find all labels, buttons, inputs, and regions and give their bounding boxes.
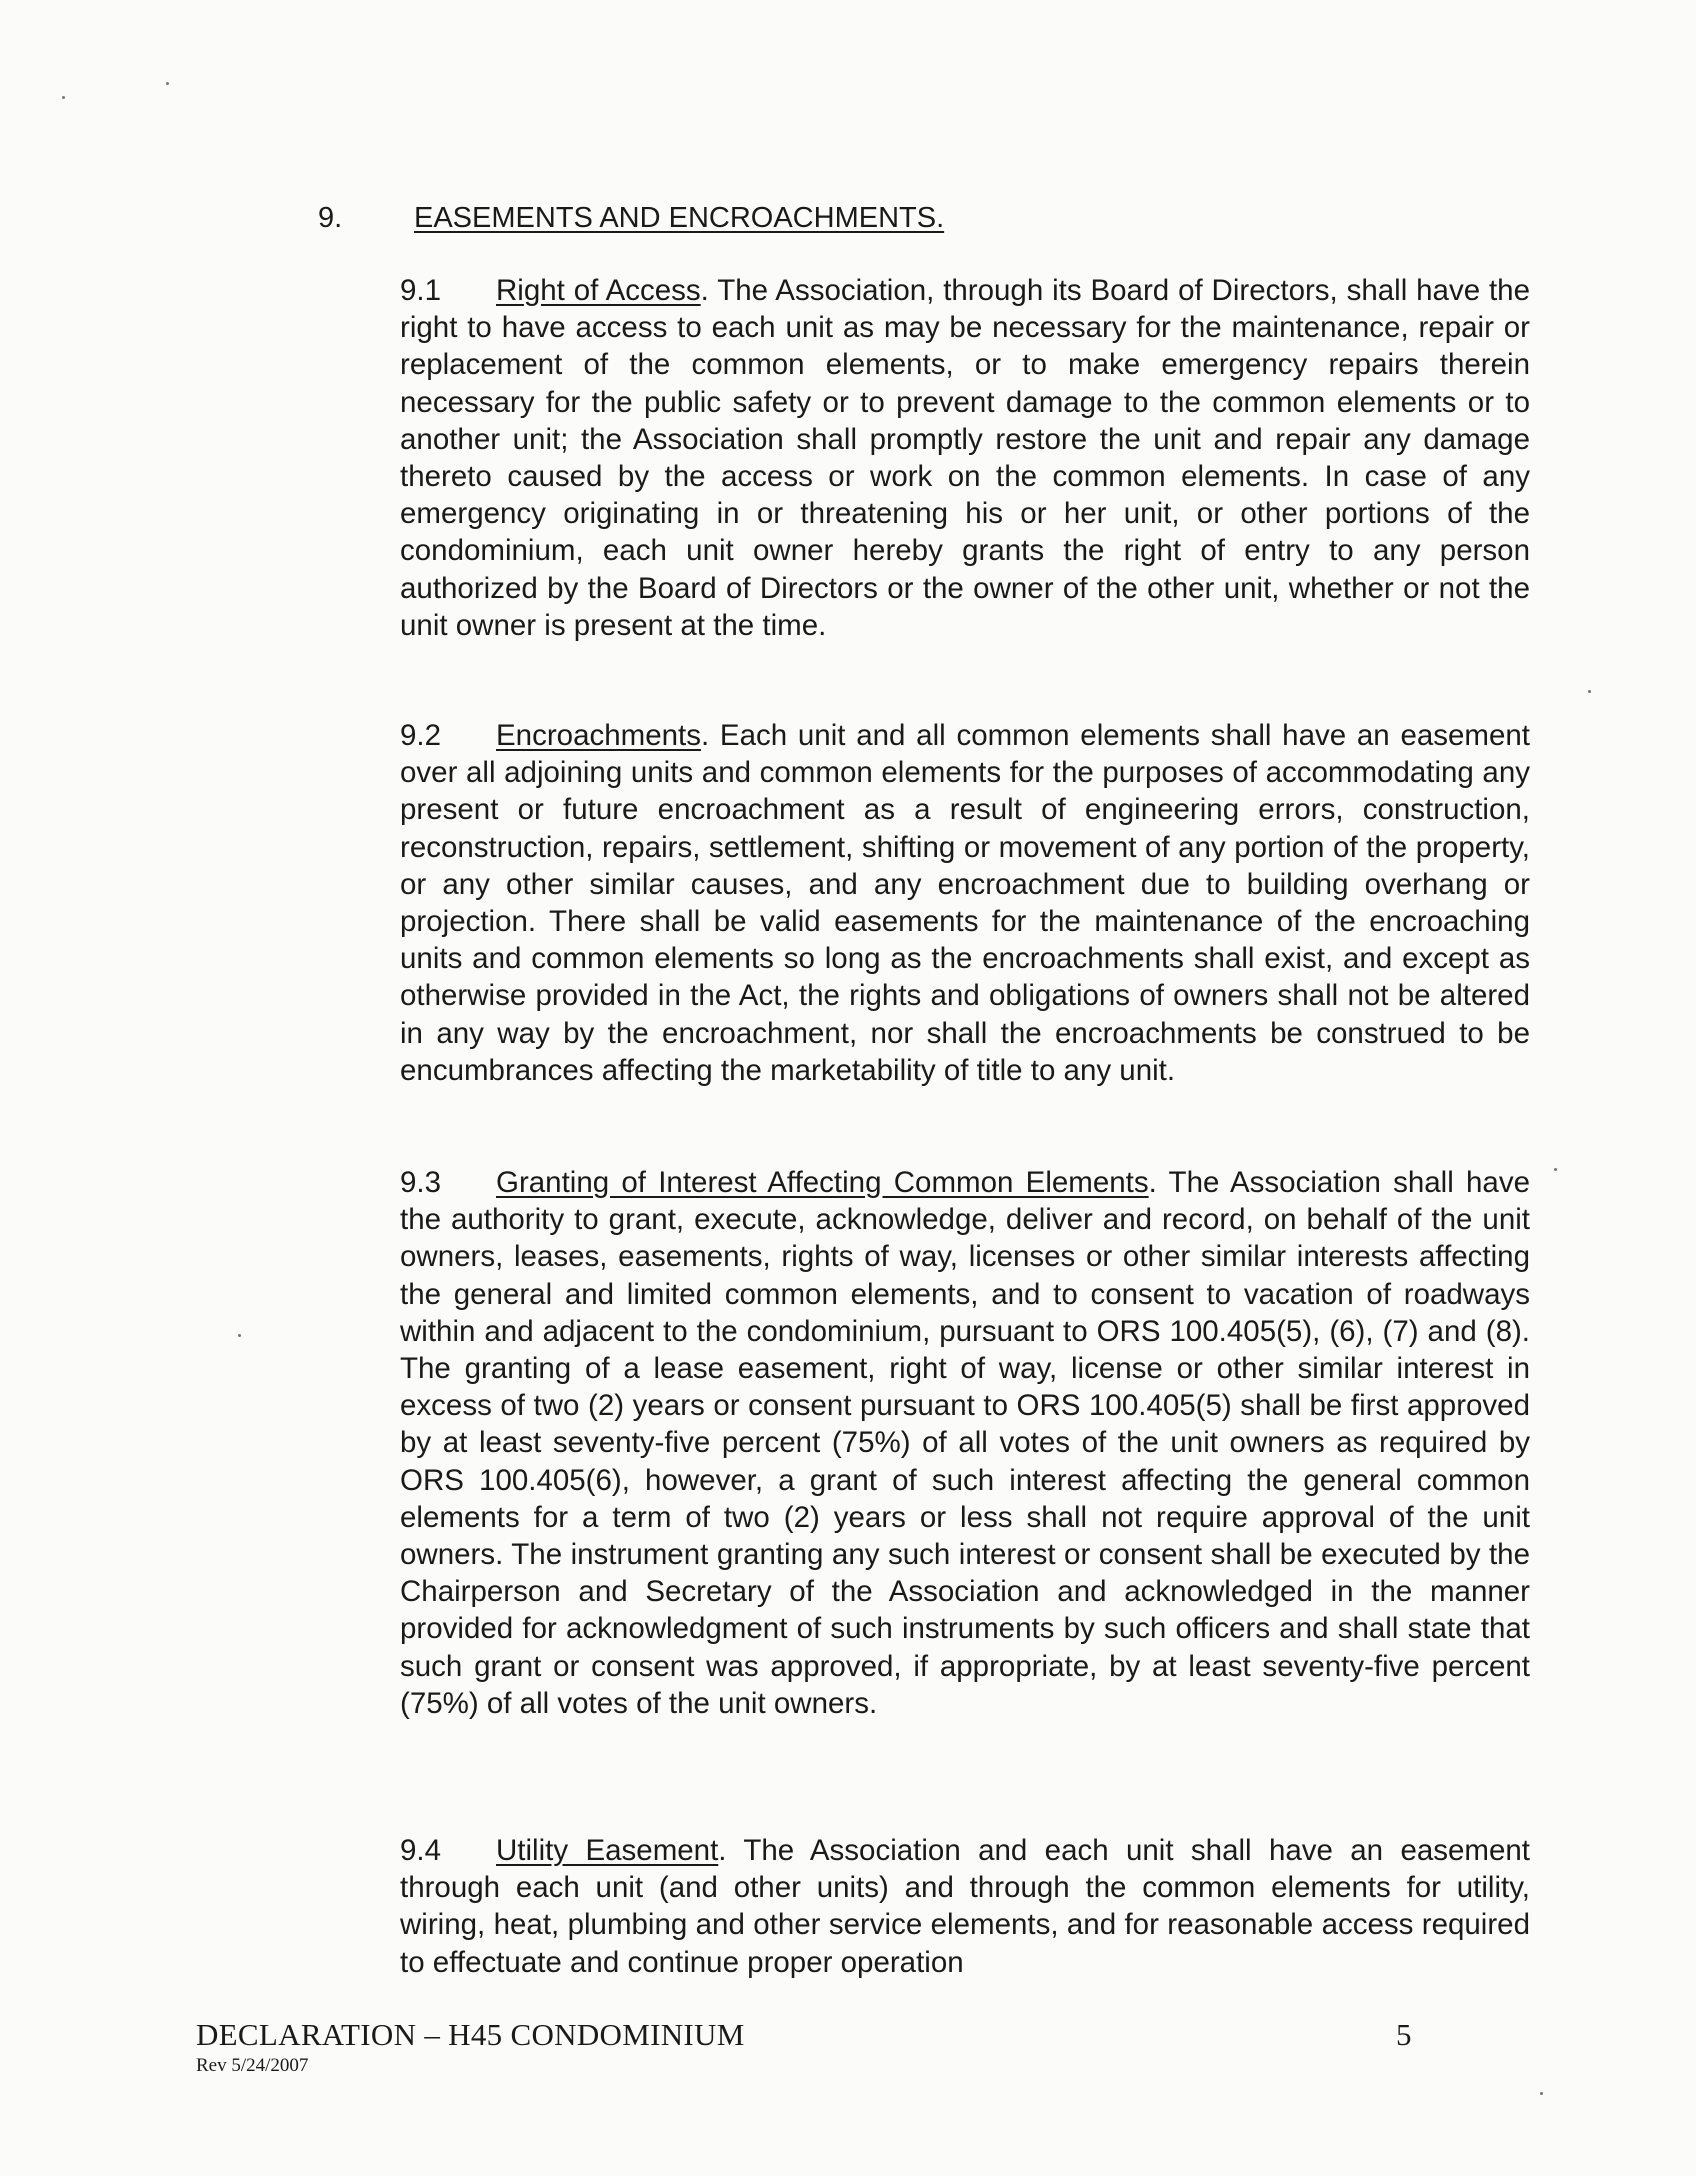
paragraph-number: 9.3: [400, 1166, 442, 1199]
paragraph-9-1: [400, 272, 1530, 644]
paragraph-text: . Each unit and all common elements shall have an easement over all adjoining units and common elements for the purposes of accommodating any present or future encroachment as a result of engineering errors, construction, reconstruction, repairs, settlement, shifting or movement of any portion of the property, or any other similar causes, and any encroachment due to building overhang or projection. There shall be valid easements for the maintenance of the encroaching units and common elements so long as the encroachments shall exist, and except as otherwise provided in the Act, the rights and obligations of owners shall not be altered in any way by the encroachment, nor shall the encroachments be construed to be encumbrances affecting the marketability of title to any unit.: [400, 719, 1530, 1087]
page-number: 5: [1396, 2017, 1412, 2052]
paragraph-9-3: [400, 1164, 1530, 1722]
paragraph-number: 9.2: [400, 719, 442, 752]
scan-speck: [1540, 2092, 1543, 2095]
paragraph-text: . The Association and each unit shall have an easement through each unit (and other units) and through the common elements for utility, wiring, heat, plumbing and other service elements, and for reasonable access required to effectuate and continue proper operation: [400, 1834, 1530, 1979]
scan-speck: [238, 1334, 241, 1337]
section-number: 9.: [318, 202, 343, 234]
paragraph-number: 9.4: [400, 1834, 442, 1867]
scan-speck: [62, 96, 65, 99]
paragraph-title: Granting of Interest Affecting Common Elements: [496, 1166, 1149, 1199]
section-title: EASEMENTS AND ENCROACHMENTS.: [414, 202, 945, 234]
paragraph-title: Encroachments: [496, 719, 701, 752]
paragraph-title: Right of Access: [496, 274, 701, 307]
scan-speck: [1554, 1168, 1557, 1171]
footer-revision-date: Rev 5/24/2007: [196, 2055, 309, 2076]
paragraph-title: Utility Easement: [496, 1834, 719, 1867]
paragraph-9-4: [400, 1832, 1530, 1981]
paragraph-9-2: [400, 717, 1530, 1089]
paragraph-number: 9.1: [400, 274, 442, 307]
paragraph-text: . The Association shall have the authority to grant, execute, acknowledge, deliver and record, on behalf of the unit owners, leases, easements, rights of way, licenses or other similar interests affecting the general and limited common elements, and to consent to vacation of roadways within and adjacent to the condominium, pursuant to ORS 100.405(5), (6), (7) and (8). The granting of a lease easement, right of way, license or other similar interest in excess of two (2) years or consent pursuant to ORS 100.405(5) shall be first approved by at least seventy-five percent (75%) of all votes of the unit owners as required by ORS 100.405(6), however, a grant of such interest affecting the general common elements for a term of two (2) years or less shall not require approval of the unit owners. The instrument granting any such interest or consent shall be executed by the Chairperson and Secretary of the Association and acknowledged in the manner provided for acknowledgment of such instruments by such officers and shall state that such grant or consent was approved, if appropriate, by at least seventy-five percent (75%) of all votes of the unit owners.: [400, 1166, 1530, 1720]
scan-speck: [166, 82, 169, 85]
footer-document-title: DECLARATION – H45 CONDOMINIUM: [196, 2017, 745, 2052]
paragraph-text: . The Association, through its Board of Directors, shall have the right to have access to each unit as may be necessary for the maintenance, repair or replacement of the common elements, or to make emergency repairs therein necessary for the public safety or to prevent damage to the common elements or to another unit; the Association shall promptly restore the unit and repair any damage thereto caused by the access or work on the common elements. In case of any emergency originating in or threatening his or her unit, or other portions of the condominium, each unit owner hereby grants the right of entry to any person authorized by the Board of Directors or the owner of the other unit, whether or not the unit owner is present at the time.: [400, 274, 1530, 642]
scan-speck: [1588, 690, 1591, 693]
section-heading: [318, 200, 944, 236]
document-footer: [196, 2016, 745, 2078]
